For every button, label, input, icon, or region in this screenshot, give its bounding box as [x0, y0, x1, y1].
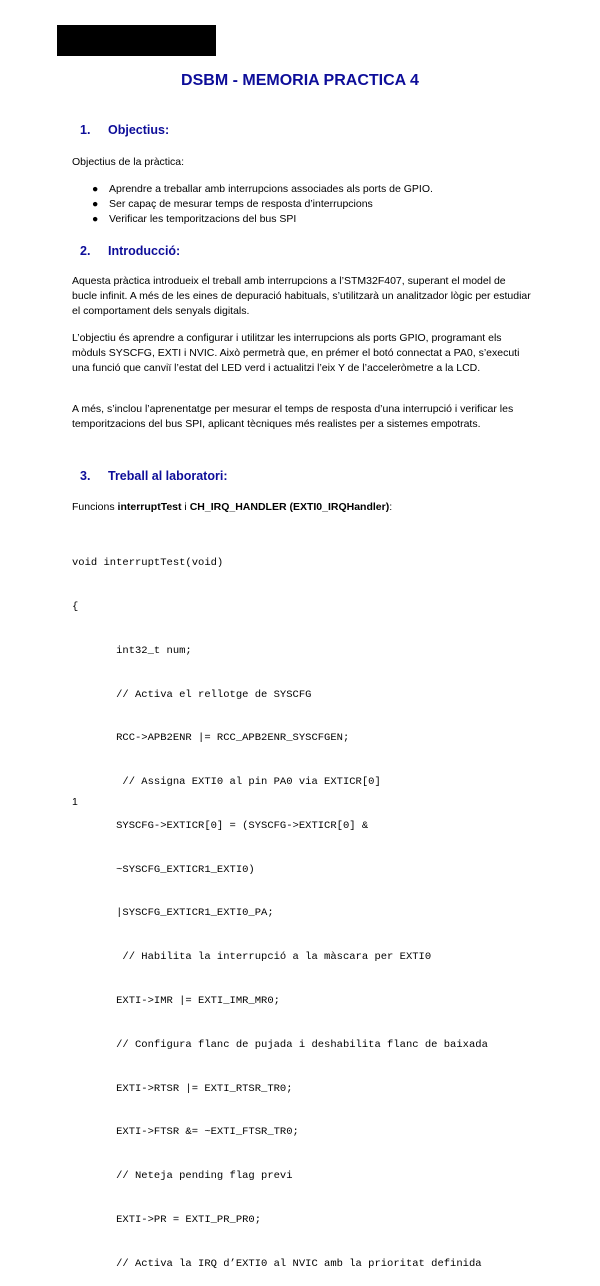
code-line: // Activa la IRQ d’EXTI0 al NVIC amb la prioritat definida: [72, 1257, 482, 1270]
list-item: [72, 197, 433, 212]
code-line: {: [72, 600, 79, 613]
section-3-number: 3.: [80, 469, 91, 483]
list-item-text: Ser capaç de mesurar temps de resposta d’interrupcions: [109, 198, 373, 210]
code-line: // Habilita la interrupció a la màscara per EXTI0: [72, 951, 432, 964]
functions-conjunction: i: [181, 501, 190, 513]
function-name-interrupttest: interruptTest: [117, 501, 182, 513]
document-title: DSBM - MEMORIA PRACTICA 4: [181, 72, 419, 89]
code-line: int32_t num;: [72, 644, 192, 657]
intro-paragraph-1: Aquesta pràctica introdueix el treball amb interrupcions a l’STM32F407, superant el model de bucle infinit. A més de les eines de depuració habituals, s’utilitzarà un analitzador lògic per estudiar el comportament dels senyals digitals.: [72, 275, 531, 317]
intro-paragraph-3: A més, s’inclou l’aprenentatge per mesurar el temps de resposta d’una interrupció i verificar les temporitzacions del bus SPI, aplicant tècniques més realistes per a sistemes empotrats.: [72, 403, 514, 430]
function-name-irq-handler: CH_IRQ_HANDLER (EXTI0_IRQHandler): [189, 501, 390, 513]
list-item-text: Verificar les temporitzacions del bus SPI: [109, 213, 297, 225]
functions-prefix: Funcions: [72, 501, 118, 513]
code-line: // Neteja pending flag previ: [72, 1170, 293, 1183]
bullet-icon: ●: [92, 213, 99, 225]
code-line: SYSCFG->EXTICR[0] = (SYSCFG->EXTICR[0] &: [72, 819, 369, 832]
redaction-bar: [57, 25, 216, 56]
code-line: // Assigna EXTI0 al pin PA0 via EXTICR[0]: [72, 776, 381, 789]
code-line: void interruptTest(void): [72, 557, 224, 570]
section-2-heading: [80, 244, 180, 258]
list-item-text: Aprendre a treballar amb interrupcions associades als ports de GPIO.: [109, 183, 433, 195]
code-line: |SYSCFG_EXTICR1_EXTI0_PA;: [72, 907, 274, 920]
section-1-heading: [80, 123, 169, 137]
objectives-list: [72, 182, 433, 227]
page-number: 1: [72, 796, 78, 808]
section-1-number: 1.: [80, 123, 91, 137]
section-1-title: Objectius:: [108, 123, 170, 137]
code-line: // Configura flanc de pujada i deshabilita flanc de baixada: [72, 1038, 488, 1051]
code-line: RCC->APB2ENR |= RCC_APB2ENR_SYSCFGEN;: [72, 732, 350, 745]
code-line: ~SYSCFG_EXTICR1_EXTI0): [72, 863, 255, 876]
list-item: [72, 182, 433, 197]
intro-paragraph-2: L’objectiu és aprendre a configurar i utilitzar les interrupcions als ports GPIO, programant els mòduls SYSCFG, EXTI i NVIC. Això permetrà que, en prémer el botó connectat a PA0, s’executi una funció que canviï l’estat del LED verd i actualitzi l’eix Y de l’acceleròmetre a la LCD.: [72, 332, 520, 374]
code-line: EXTI->PR = EXTI_PR_PR0;: [72, 1213, 262, 1226]
code-line: EXTI->FTSR &= ~EXTI_FTSR_TR0;: [72, 1126, 299, 1139]
section-3-title: Treball al laboratori:: [108, 469, 228, 483]
functions-suffix: :: [389, 501, 393, 513]
section-3-heading: [80, 469, 227, 483]
code-line: // Activa el rellotge de SYSCFG: [72, 688, 312, 701]
code-line: EXTI->RTSR |= EXTI_RTSR_TR0;: [72, 1082, 293, 1095]
section-2-number: 2.: [80, 244, 91, 258]
bullet-icon: ●: [92, 198, 99, 210]
code-block: [72, 527, 488, 1286]
functions-caption: [72, 500, 532, 515]
bullet-icon: ●: [92, 183, 99, 195]
section-2-title: Introducció:: [108, 244, 181, 258]
list-item: [72, 212, 433, 227]
objectives-intro: Objectius de la pràctica:: [72, 156, 185, 168]
code-line: EXTI->IMR |= EXTI_IMR_MR0;: [72, 995, 280, 1007]
